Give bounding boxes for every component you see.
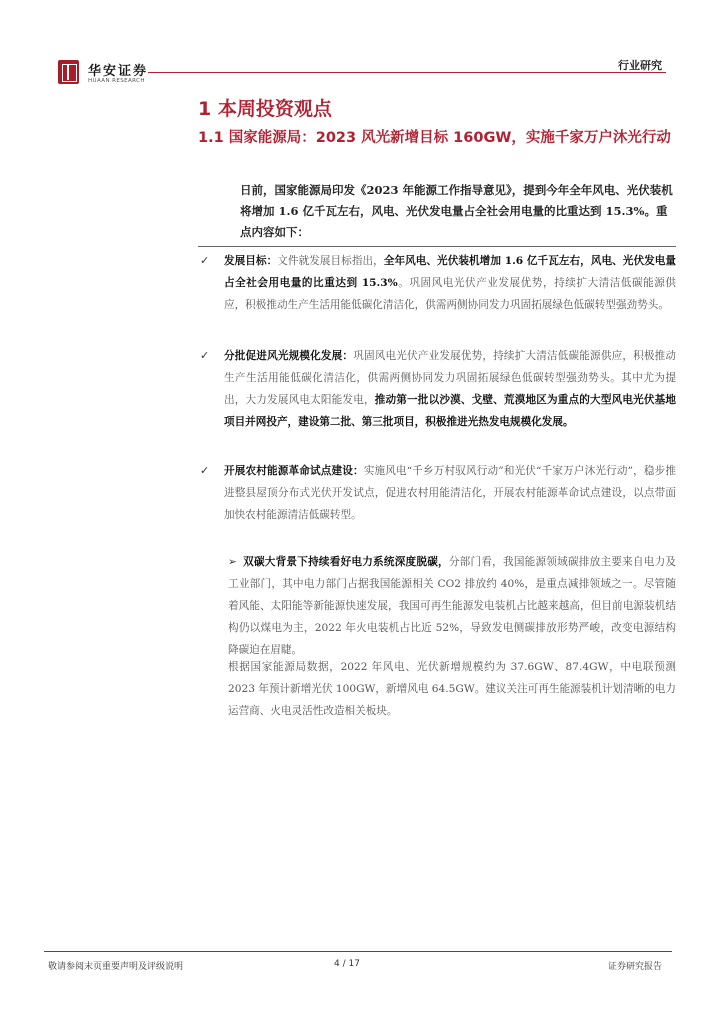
summary-divider <box>198 246 676 247</box>
point-title: 开展农村能源革命试点建设： <box>224 465 364 477</box>
brand-name: 华安证券 <box>88 64 149 79</box>
check-icon: ✓ <box>200 349 210 362</box>
subsection-heading: 1.1 国家能源局：2023 风光新增目标 160GW，实施千家万户沐光行动 <box>198 130 671 146</box>
arrow-icon: ➢ <box>228 556 237 568</box>
footer-report-type: 证券研究报告 <box>607 962 662 972</box>
analysis-text: 分部门看，我国能源领域碳排放主要来自电力及工业部门，其中电力部门占据我国能源相关 CO2 排放约 40%，是重点减排领域之一。尽管随着风能、太阳能等新能源快速发展，我国可再生能源发电装机占比越来越高，但目前电源装机结构仍以煤电为主，2022 年火电装机占比近 52%，导致发电侧碳排放形势严峻，改变电源结构降碳迫在眉睫。 <box>228 556 677 656</box>
point-highlight: 推动第一批以沙漠、戈壁、荒漠地区为重点的大型风电光伏基地项目并网投产，建设第二批、第三批项目，积极推进光热发电规模化发展。 <box>224 394 677 428</box>
check-icon: ✓ <box>200 254 210 267</box>
point-title: 发展目标： <box>224 255 278 267</box>
brand-logo <box>58 60 79 84</box>
footer-disclaimer: 敬请参阅末页重要声明及评级说明 <box>48 962 184 972</box>
point-title: 分批促进风光规模化发展： <box>224 350 354 362</box>
point-text: 巩固风电光伏产业发展优势，持续扩大清洁低碳能源供应，积极推动生产生活用能低碳化清洁化，供需两侧协同发力巩固拓展绿色低碳转型强劲势头。其中尤为提出，大力发展风电太阳能发电， <box>224 350 677 406</box>
header-divider <box>148 72 666 73</box>
point-text: 实施风电“千乡万村驭风行动”和光伏“千家万户沐光行动”，稳步推进整县屋顶分布式光伏开发试点，促进农村用能清洁化，开展农村能源革命试点建设，以点带面加快农村能源清洁低碳转型。 <box>224 465 677 521</box>
footer-divider <box>44 951 672 952</box>
section-heading: 1 本周投资观点 <box>198 98 332 120</box>
point-highlight: 全年风电、光伏装机增加 1.6 亿千瓦左右，风电、光伏发电量占全社会用电量的比重达到 15.3% <box>224 255 676 289</box>
summary-paragraph: 日前，国家能源局印发《2023 年能源工作指导意见》，提到今年全年风电、光伏装机将增加 1.6 亿千瓦左右，风电、光伏发电量占全社会用电量的比重达到 15.3%。重点内容如下： <box>240 183 673 239</box>
point-scale-development <box>224 345 676 433</box>
brand-english-name: HUAAN RESEARCH <box>88 78 145 84</box>
point-text: 。巩固风电光伏产业发展优势，持续扩大清洁低碳能源供应，积极推动生产生活用能低碳化清洁化，供需两侧协同发力巩固拓展绿色低碳转型强劲势头。 <box>224 277 676 311</box>
point-development-goal <box>224 250 676 316</box>
analysis-paragraph <box>228 551 676 661</box>
point-rural-energy <box>224 460 676 526</box>
data-paragraph: 根据国家能源局数据，2022 年风电、光伏新增规模约为 37.6GW、87.4GW，中电联预测 2023 年预计新增光伏 100GW，新增风电 64.5GW。建议关注可再生能源装机计划清晰的电力运营商、火电灵活性改造相关板块。 <box>228 661 676 717</box>
point-text: 文件就发展目标指出， <box>277 255 384 267</box>
check-icon: ✓ <box>200 464 210 477</box>
page-number: 4 / 17 <box>334 959 360 969</box>
section-tag: 行业研究 <box>618 59 662 72</box>
analysis-highlight: 双碳大背景下持续看好电力系统深度脱碳， <box>242 556 449 568</box>
